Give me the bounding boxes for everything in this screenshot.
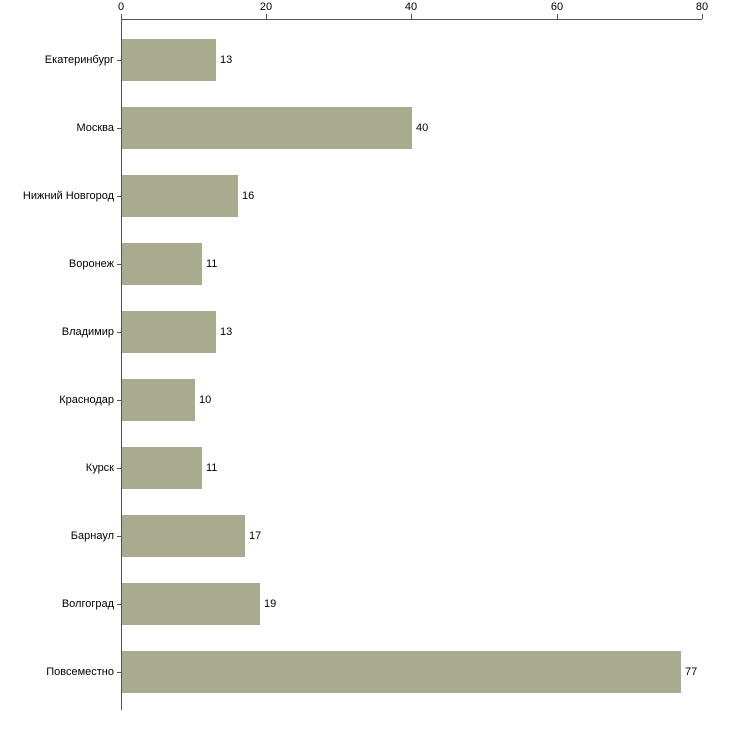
category-label-9: Повсеместно bbox=[46, 666, 114, 678]
x-tick-2 bbox=[411, 14, 412, 19]
bar-0 bbox=[122, 39, 216, 81]
category-label-5: Краснодар bbox=[59, 394, 114, 406]
category-label-2: Нижний Новгород bbox=[22, 190, 114, 202]
y-tick-5 bbox=[117, 400, 121, 401]
y-tick-0 bbox=[117, 60, 121, 61]
bar-value-5: 10 bbox=[199, 394, 212, 406]
y-tick-6 bbox=[117, 468, 121, 469]
bar-5 bbox=[122, 379, 195, 421]
bar-4 bbox=[122, 311, 216, 353]
bar-2 bbox=[122, 175, 238, 217]
category-label-3: Воронеж bbox=[68, 258, 114, 270]
bar-value-6: 11 bbox=[206, 462, 218, 474]
y-tick-8 bbox=[117, 604, 121, 605]
y-tick-2 bbox=[117, 196, 121, 197]
y-tick-7 bbox=[117, 536, 121, 537]
x-tick-label-3: 60 bbox=[550, 1, 564, 13]
bar-value-4: 13 bbox=[220, 326, 233, 338]
y-tick-9 bbox=[117, 672, 121, 673]
x-tick-label-0: 0 bbox=[117, 1, 125, 13]
bar-value-8: 19 bbox=[264, 598, 277, 610]
bar-9 bbox=[122, 651, 681, 693]
x-tick-4 bbox=[702, 14, 703, 19]
bar-1 bbox=[122, 107, 412, 149]
category-label-7: Барнаул bbox=[70, 530, 114, 542]
category-label-4: Владимир bbox=[61, 326, 114, 338]
category-label-6: Курск bbox=[85, 462, 114, 474]
bar-value-7: 17 bbox=[249, 530, 262, 542]
category-label-0: Екатеринбург bbox=[44, 54, 114, 66]
bar-value-9: 77 bbox=[685, 666, 698, 678]
category-label-8: Волгоград bbox=[61, 598, 114, 610]
bar-6 bbox=[122, 447, 202, 489]
bar-value-1: 40 bbox=[416, 122, 429, 134]
x-axis-line bbox=[121, 19, 702, 20]
y-tick-1 bbox=[117, 128, 121, 129]
bar-value-0: 13 bbox=[220, 54, 233, 66]
y-tick-3 bbox=[117, 264, 121, 265]
bar-7 bbox=[122, 515, 245, 557]
x-tick-label-2: 40 bbox=[404, 1, 418, 13]
bar-8 bbox=[122, 583, 260, 625]
bar-value-2: 16 bbox=[242, 190, 255, 202]
x-tick-3 bbox=[557, 14, 558, 19]
category-label-1: Москва bbox=[76, 122, 114, 134]
y-tick-4 bbox=[117, 332, 121, 333]
x-tick-1 bbox=[266, 14, 267, 19]
bar-3 bbox=[122, 243, 202, 285]
x-tick-0 bbox=[121, 14, 122, 19]
x-tick-label-1: 20 bbox=[259, 1, 273, 13]
x-tick-label-4: 80 bbox=[695, 1, 709, 13]
bar-value-3: 11 bbox=[206, 258, 218, 270]
